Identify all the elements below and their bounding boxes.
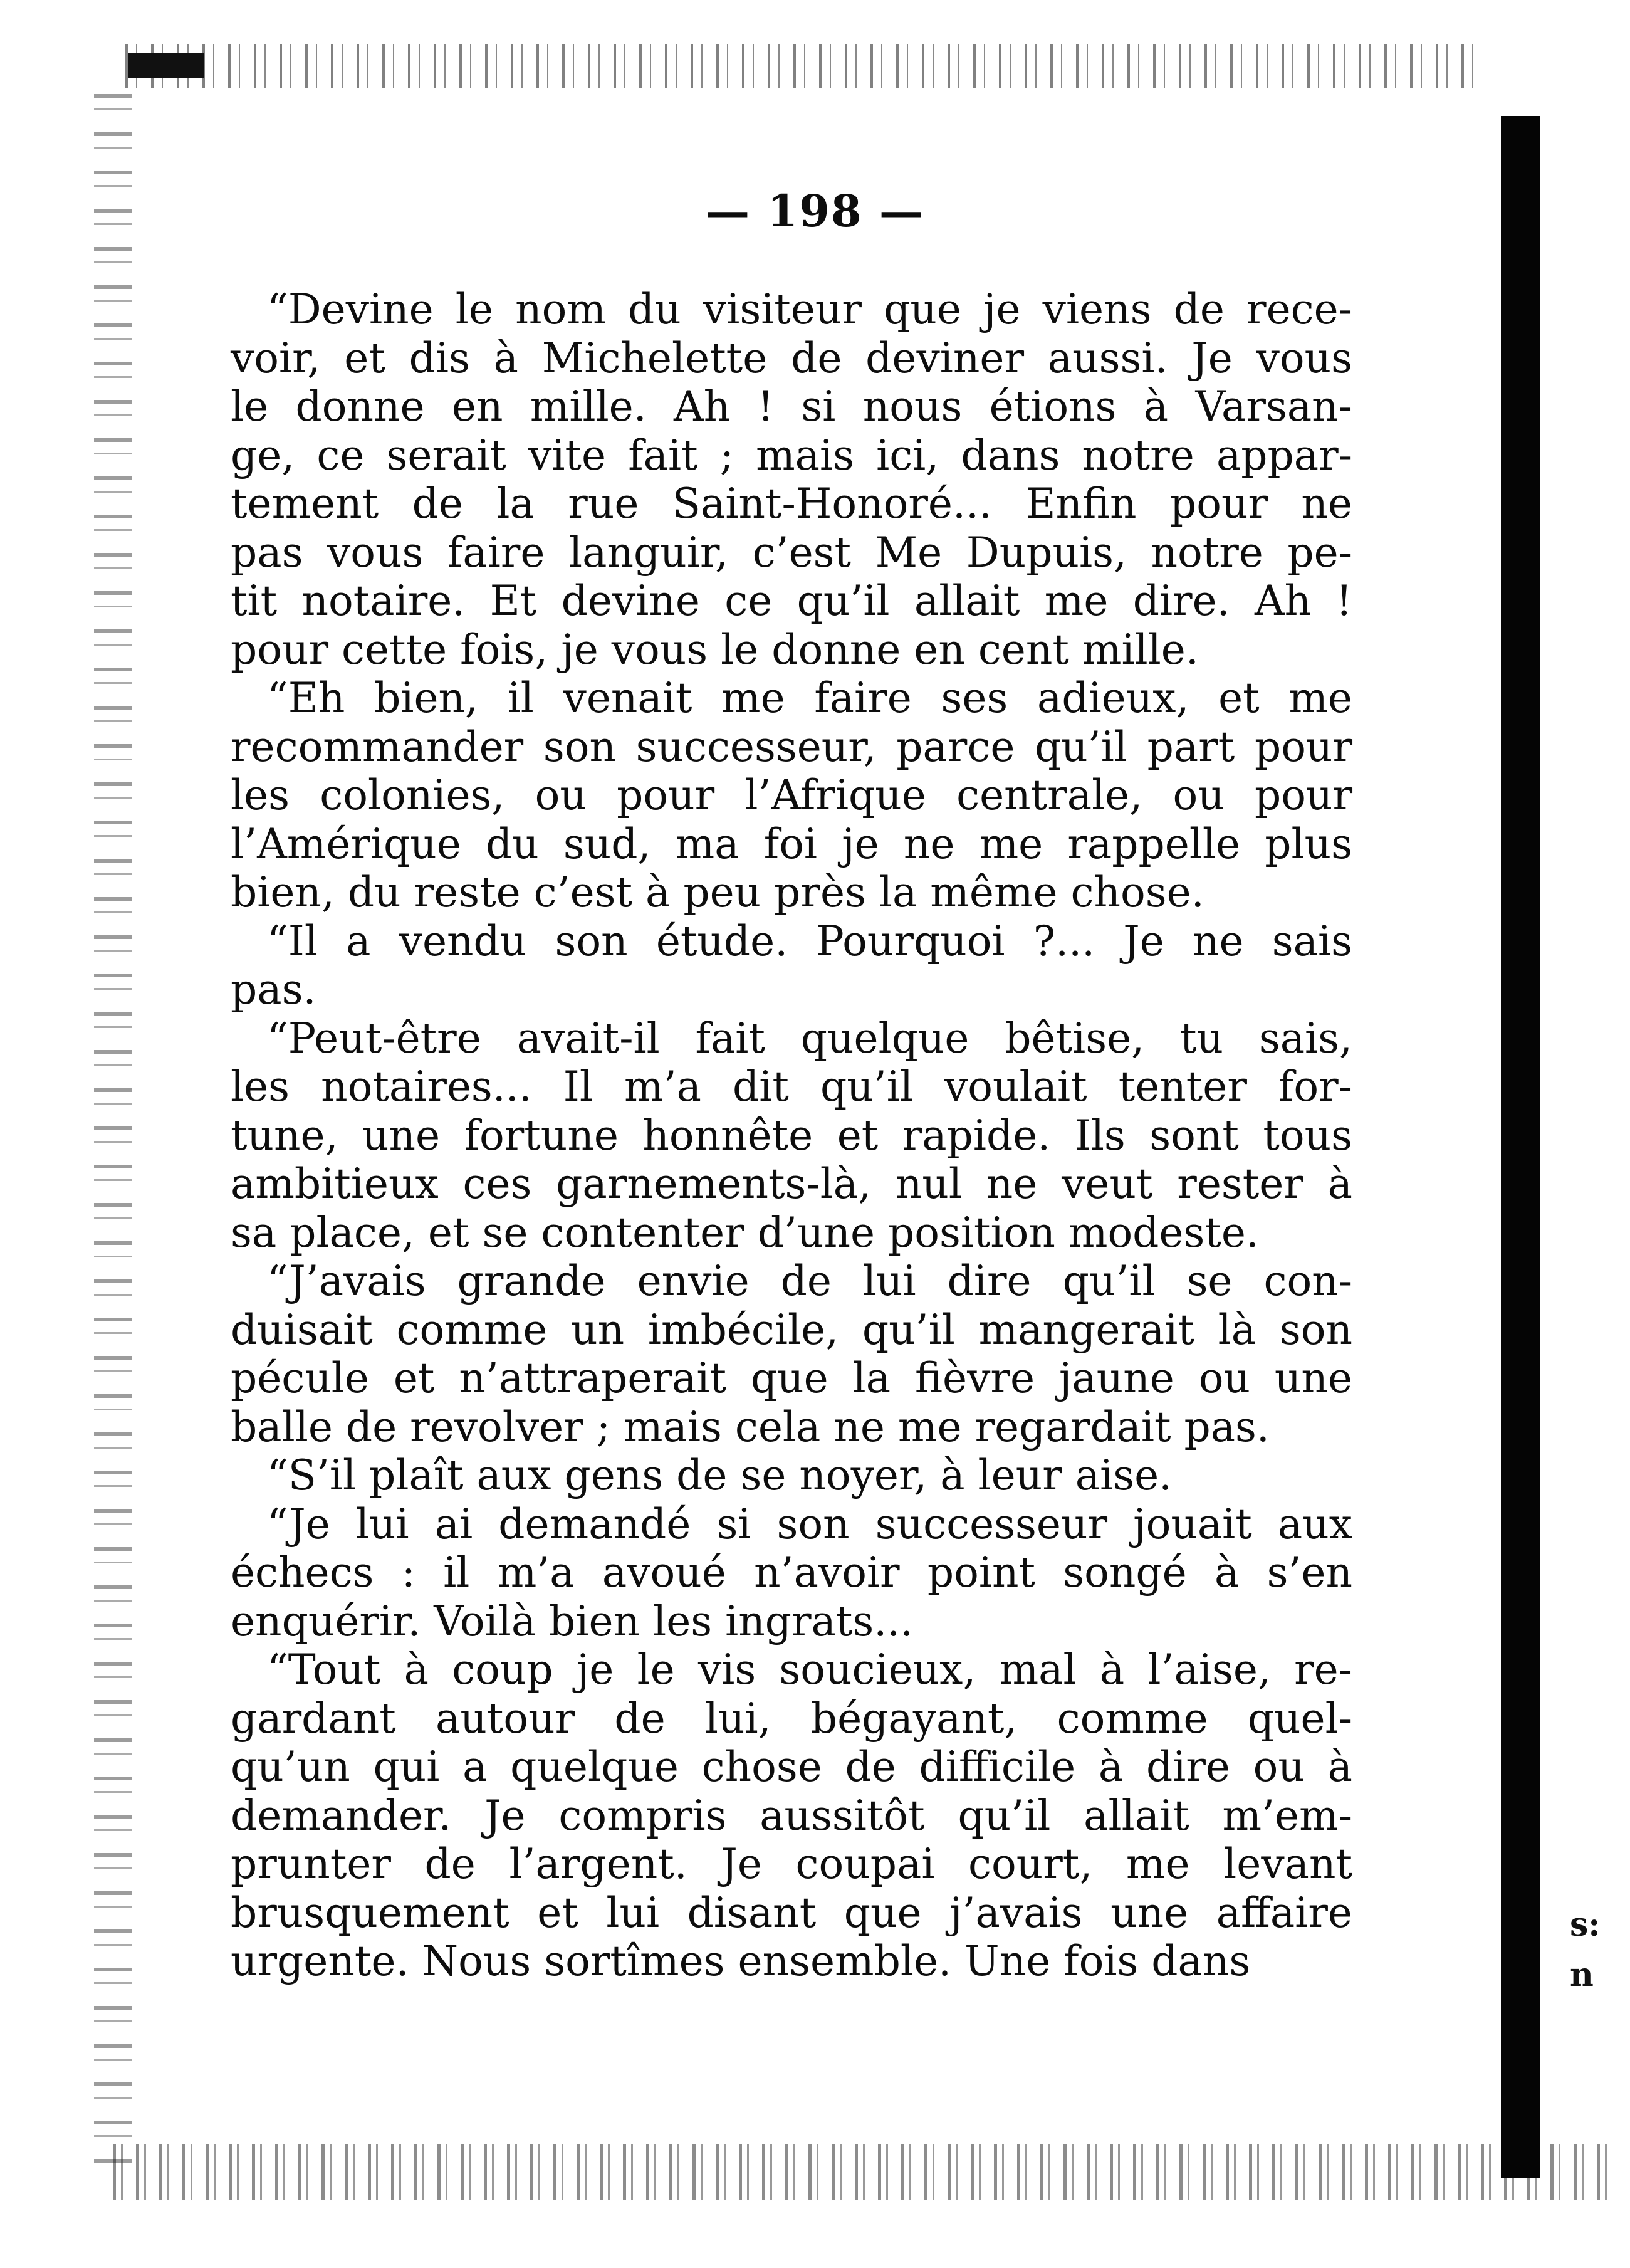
text-line: balle de revolver ; mais cela ne me regardait pas. [231,1402,1270,1451]
text-line: “Il a vendu son étude. Pourquoi ?... Je ne sais [267,916,1352,965]
text-line: demander. Je compris aussitôt qu’il allait m’em- [231,1791,1352,1840]
text-line: prunter de l’argent. Je coupai court, me levant [231,1840,1352,1888]
text-line: pas vous faire languir, c’est Me Dupuis, notre pe- [231,528,1352,577]
text-line: ge, ce serait vite fait ; mais ici, dans notre appar- [231,431,1352,480]
text-line: “S’il plaît aux gens de se noyer, à leur aise. [267,1451,1173,1499]
binding-shadow-bar [1501,116,1540,2178]
text-line: duisait comme un imbécile, qu’il mangerait là son [231,1305,1352,1354]
text-line: gardant autour de lui, bégayant, comme quel- [231,1694,1352,1743]
text-line: échecs : il m’a avoué n’avoir point songé à s’en [231,1548,1352,1597]
text-line: “Je lui ai demandé si son successeur jouait aux [267,1499,1352,1548]
text-line: le donne en mille. Ah ! si nous étions à Varsan- [231,382,1352,431]
scan-edge-left [94,94,132,2163]
text-line: tit notaire. Et devine ce qu’il allait me dire. Ah ! [231,577,1352,625]
margin-letter: s: [1570,1906,1601,1944]
text-line: qu’un qui a quelque chose de difficile à dire ou à [231,1743,1352,1791]
scan-corner-mark [128,53,204,78]
body-text [231,285,1352,1986]
scan-edge-top [125,44,1479,88]
text-line: “Eh bien, il venait me faire ses adieux, et me [267,674,1352,722]
text-line: voir, et dis à Michelette de deviner aussi. Je vous [231,333,1352,382]
text-line: ambitieux ces garnements-là, nul ne veut rester à [231,1160,1352,1208]
text-line: tement de la rue Saint-Honoré... Enfin pour ne [231,480,1352,528]
text-line: l’Amérique du sud, ma foi je ne me rappelle plus [231,819,1352,868]
text-line: tune, une fortune honnête et rapide. Ils sont tous [231,1111,1352,1160]
text-line: brusquement et lui disant que j’avais une affaire [231,1888,1352,1937]
text-line: les notaires... Il m’a dit qu’il voulait tenter for- [231,1063,1352,1111]
text-line: “Peut-être avait-il fait quelque bêtise, tu sais, [267,1014,1352,1063]
text-line: “Devine le nom du visiteur que je viens de rece- [267,285,1352,333]
text-line: sa place, et se contenter d’une position modeste. [231,1208,1259,1257]
margin-letter: n [1570,1956,1594,1994]
text-line: “J’avais grande envie de lui dire qu’il se con- [267,1257,1352,1305]
text-line: pas. [231,965,316,1014]
text-line: “Tout à coup je le vis soucieux, mal à l’aise, re- [267,1646,1352,1694]
scan-edge-bottom [113,2144,1617,2200]
text-line: pécule et n’attraperait que la fièvre jaune ou une [231,1354,1352,1402]
text-line: recommander son successeur, parce qu’il part pour [231,722,1352,771]
text-line: bien, du reste c’est à peu près la même chose. [231,868,1204,916]
text-line: urgente. Nous sortîmes ensemble. Une fois dans [231,1937,1251,1985]
page-number: — 198 — [706,185,924,237]
text-line: les colonies, ou pour l’Afrique centrale, ou pour [231,771,1352,819]
text-line: enquérir. Voilà bien les ingrats... [231,1597,914,1646]
text-line: pour cette fois, je vous le donne en cent mille. [231,625,1199,674]
